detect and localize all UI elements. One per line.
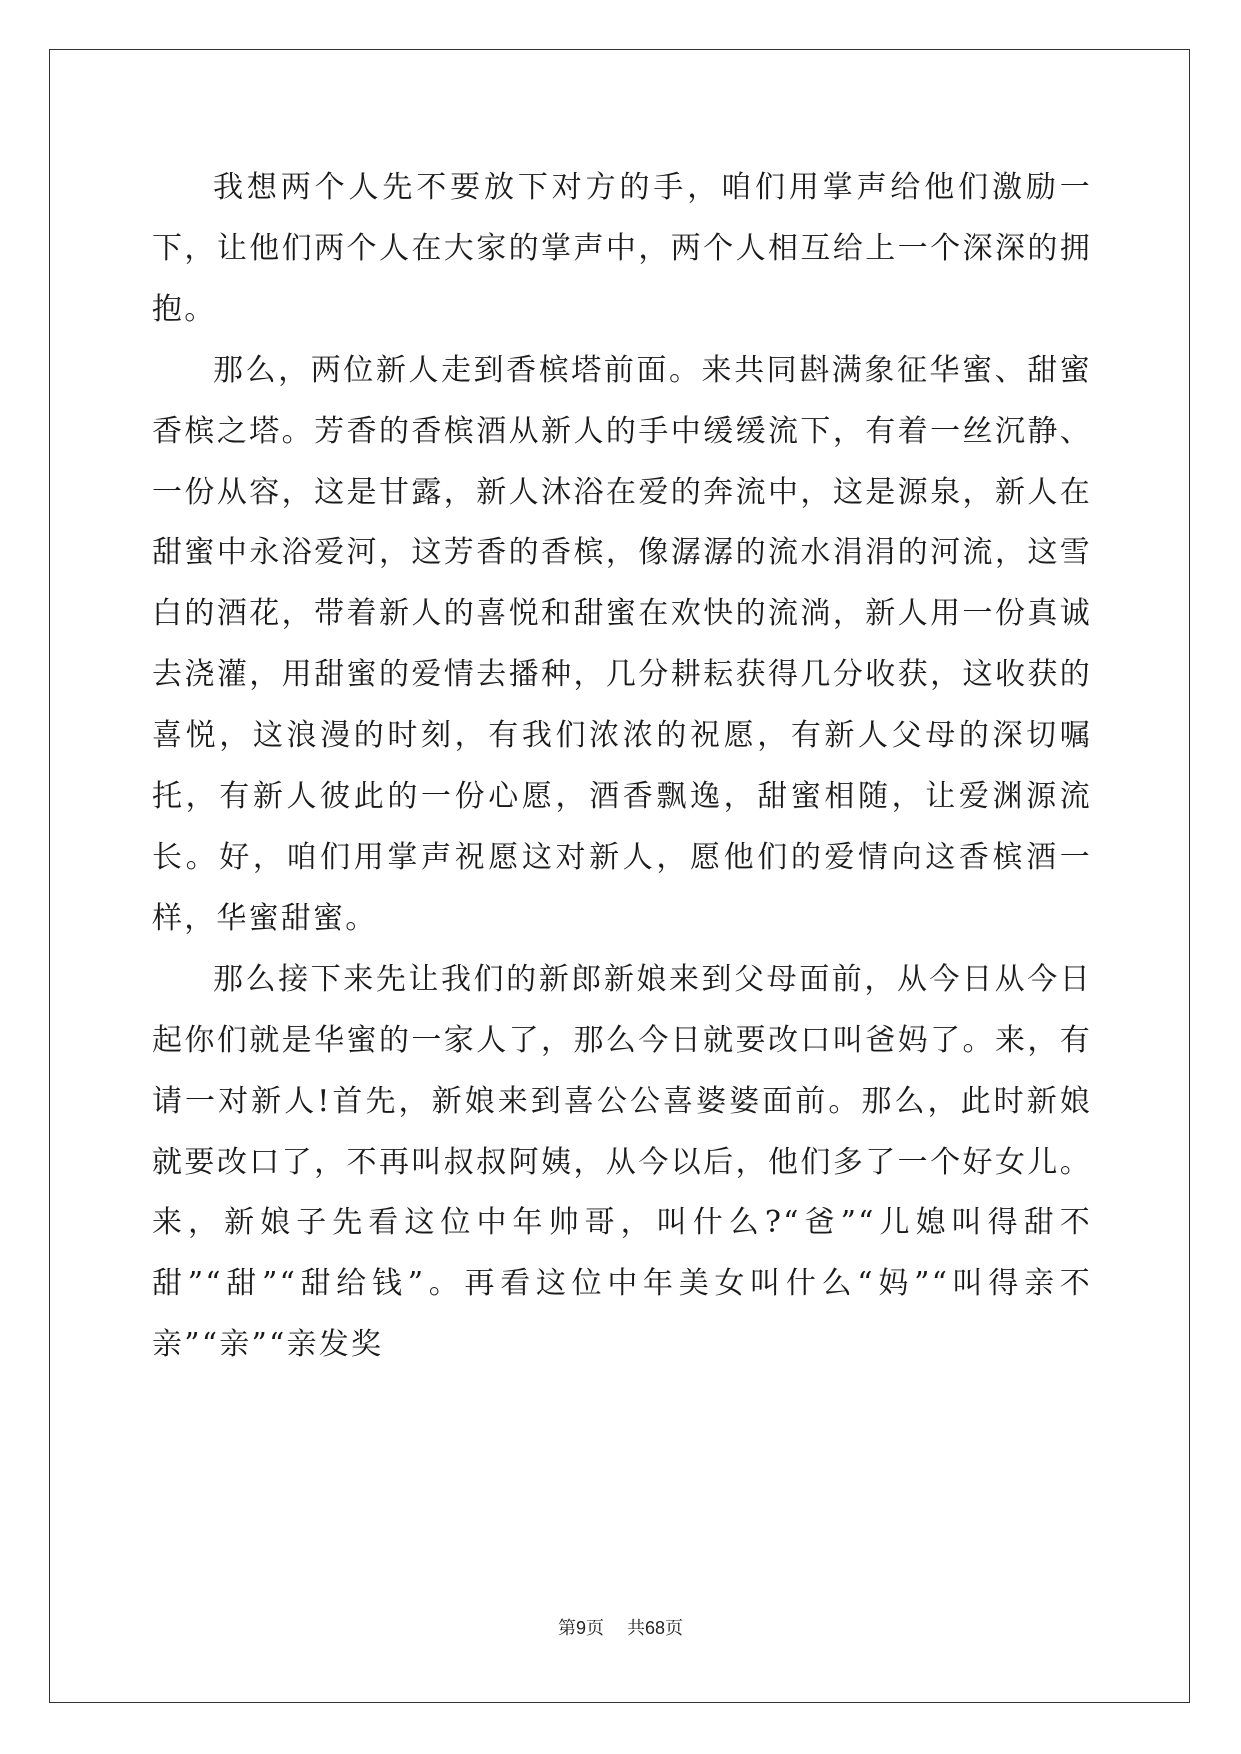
- paragraph-champagne-tower: 那么，两位新人走到香槟塔前面。来共同斟满象征华蜜、甜蜜香槟之塔。芳香的香槟酒从新人的手中缓缓流下，有着一丝沉静、一份从容，这是甘露，新人沐浴在爱的奔流中，这是源泉，新人在甜蜜中永浴爱河，这芳香的香槟，像潺潺的流水涓涓的河流，这雪白的酒花，带着新人的喜悦和甜蜜在欢快的流淌，新人用一份真诚去浇灌，用甜蜜的爱情去播种，几分耕耘获得几分收获，这收获的喜悦，这浪漫的时刻，有我们浓浓的祝愿，有新人父母的深切嘱托，有新人彼此的一份心愿，酒香飘逸，甜蜜相随，让爱渊源流长。好，咱们用掌声祝愿这对新人，愿他们的爱情向这香槟酒一样，华蜜甜蜜。: [152, 352, 1092, 936]
- document-body: [152, 158, 1092, 1376]
- page-number: 9: [576, 1618, 587, 1638]
- paragraph-parents: 那么接下来先让我们的新郎新娘来到父母面前，从今日从今日起你们就是华蜜的一家人了，那么今日就要改口叫爸妈了。来，有请一对新人!首先，新娘来到喜公公喜婆婆面前。那么，此时新娘就要改口了，不再叫叔叔阿姨，从今以后，他们多了一个好女儿。来，新娘子先看这位中年帅哥，叫什么?“爸”“儿媳叫得甜不甜”“甜”“甜给钱”。再看这位中年美女叫什么“妈”“叫得亲不亲”“亲”“亲发奖: [152, 961, 1092, 1363]
- page-prefix: 第: [558, 1618, 577, 1639]
- paragraph-hug: 我想两个人先不要放下对方的手，咱们用掌声给他们激励一下，让他们两个人在大家的掌声中，两个人相互给上一个深深的拥抱。: [152, 170, 1092, 327]
- total-suffix: 页: [664, 1618, 683, 1639]
- total-pages: 68: [644, 1618, 665, 1638]
- total-prefix: 共: [626, 1618, 645, 1639]
- page-footer: [0, 1614, 1241, 1640]
- page-suffix: 页: [586, 1618, 605, 1639]
